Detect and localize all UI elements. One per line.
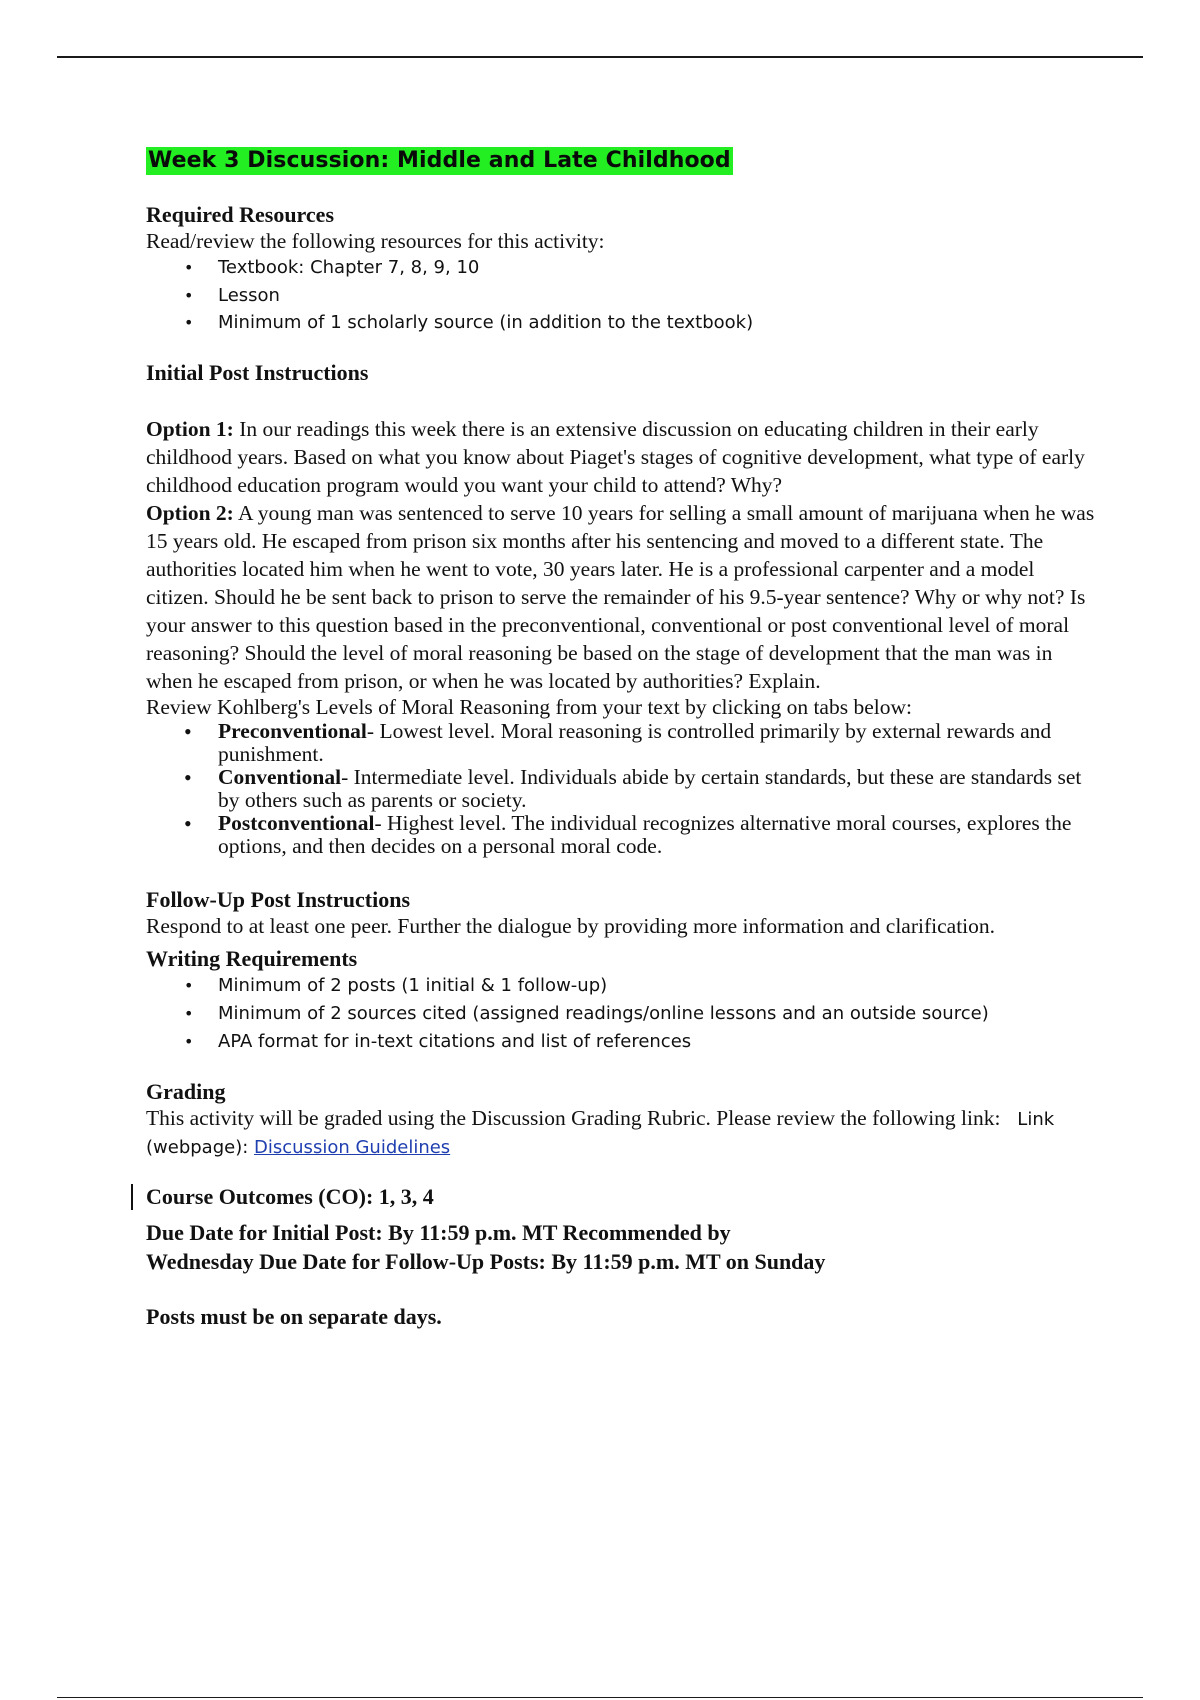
level-desc: - Lowest level. Moral reasoning is controlled primarily by external rewards and punishment. <box>218 718 1052 766</box>
required-resources-heading: Required Resources <box>146 202 335 227</box>
option-1-text: In our readings this week there is an extensive discussion on educating children in their early childhood years. Based on what you know about Piaget's stages of cognitive development, what type of early childhood education program would you want your child to attend? Why? <box>146 416 1085 497</box>
level-term: Conventional <box>218 764 342 789</box>
list-item <box>146 720 1096 766</box>
level-desc: - Intermediate level. Individuals abide by certain standards, but these are standards set by others such as parents or society. <box>218 764 1082 812</box>
list-item <box>146 766 1096 812</box>
kohlberg-intro: Review Kohlberg's Levels of Moral Reasoning from your text by clicking on tabs below: <box>146 694 912 719</box>
required-resources-intro: Read/review the following resources for this activity: <box>146 229 605 253</box>
text-cursor <box>131 1184 133 1210</box>
due-date-initial: Due Date for Initial Post: By 11:59 p.m. MT Recommended by <box>146 1219 731 1245</box>
footer-rule <box>57 1697 1143 1698</box>
separate-days-note: Posts must be on separate days. <box>146 1303 442 1329</box>
list-item: • Textbook: Chapter 7, 8, 9, 10 <box>146 254 1096 282</box>
writing-requirements-heading: Writing Requirements <box>146 945 358 971</box>
list-item <box>146 812 1096 858</box>
grading-text: This activity will be graded using the Discussion Grading Rubric. Please review the following link: <box>146 1105 1001 1130</box>
option-2-label: Option 2: <box>146 500 234 525</box>
due-date-follow-up: Wednesday Due Date for Follow-Up Posts: By 11:59 p.m. MT on Sunday <box>146 1248 826 1274</box>
option-2-text: A young man was sentenced to serve 10 years for selling a small amount of marijuana when he was 15 years old. He escaped from prison six months after his sentencing and moved to a different state. The authorities located him when he went to vote, 30 years later. He is a professional carpenter and a model citizen. Should he be sent back to prison to serve the remainder of his 9.5-year sentence? Why or why not? Is your answer to this question based in the preconventional, conventional or post conventional level of moral reasoning? Should the level of moral reasoning be based on the stage of development that the man was in when he escaped from prison, or when he was located by authorities? Explain. <box>146 500 1095 693</box>
title-row <box>146 146 1096 174</box>
option-1-label: Option 1: <box>146 416 234 441</box>
level-desc: - Highest level. The individual recognizes alternative moral courses, explores the options, and then decides on a personal moral code. <box>218 810 1072 858</box>
level-term: Preconventional <box>218 718 367 743</box>
list-item: • APA format for in-text citations and list of references <box>146 1028 1096 1056</box>
list-item: • Minimum of 2 posts (1 initial & 1 follow-up) <box>146 972 1096 1000</box>
document-body <box>146 146 1096 1330</box>
option-1-paragraph <box>146 415 1096 499</box>
list-item: • Lesson <box>146 282 1096 310</box>
writing-requirements-list <box>146 972 1096 1056</box>
discussion-guidelines-link[interactable]: Discussion Guidelines <box>254 1136 451 1158</box>
follow-up-text: Respond to at least one peer. Further the dialogue by providing more information and clarification. <box>146 913 996 938</box>
grading-paragraph <box>146 1105 1096 1161</box>
initial-post-heading: Initial Post Instructions <box>146 359 369 385</box>
list-item: • Minimum of 2 sources cited (assigned readings/online lessons and an outside source) <box>146 1000 1096 1028</box>
kohlberg-levels-list <box>146 720 1096 858</box>
option-2-paragraph <box>146 499 1096 695</box>
grading-link-prefix: Link (webpage): <box>146 1108 1055 1158</box>
required-resources-list <box>146 254 1096 337</box>
level-term: Postconventional <box>218 810 375 835</box>
header-rule <box>57 56 1143 58</box>
grading-heading: Grading <box>146 1078 226 1104</box>
follow-up-heading: Follow-Up Post Instructions <box>146 886 411 912</box>
document-title: Week 3 Discussion: Middle and Late Childhood <box>148 148 731 173</box>
course-outcomes: Course Outcomes (CO): 1, 3, 4 <box>146 1183 434 1209</box>
course-outcomes-row <box>146 1183 1096 1210</box>
list-item: • Minimum of 1 scholarly source (in addition to the textbook) <box>146 309 1096 337</box>
